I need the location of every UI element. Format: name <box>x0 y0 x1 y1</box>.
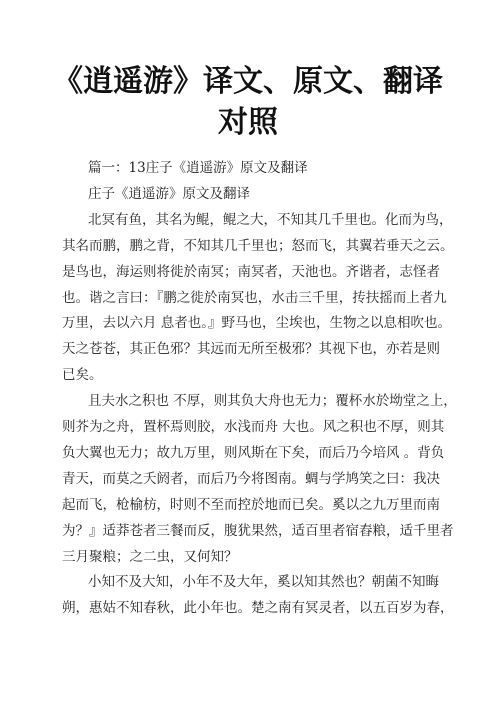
text-line: 是鸟也，海运则将徙於南冥；南冥者，天池也。齐谐者，志怪者 <box>62 263 440 280</box>
text-line: 庄子《逍遥游》原文及翻译 <box>88 185 250 202</box>
text-line: 天之苍苍，其正色邪？其远而无所至极邪？其视下也，亦若是则 <box>62 341 440 358</box>
text-line: 负大翼也无力；故九万里，则风斯在下矣，而后乃今培风 。背负 <box>62 444 445 461</box>
text-line: 朔，惠姑不知春秋，此小年也。楚之南有冥灵者，以五百岁为春， <box>62 600 454 617</box>
text-line: 北冥有鱼，其名为鲲，鲲之大，不知其几千里也。化而为鸟， <box>88 211 453 228</box>
text-line: 起而飞，枪榆枋，时则不至而控於地而已矣。奚以之九万里而南 <box>62 496 440 513</box>
text-line: 则芥为之舟，置杯焉则胶，水浅而舟 大也。风之积也不厚，则其 <box>62 419 445 435</box>
text-line: 其名而鹏，鹏之背，不知其几千里也；怒而飞，其翼若垂天之云。 <box>62 237 454 254</box>
text-line: 小知不及大知，小年不及大年，奚以知其然也？朝菌不知晦 <box>88 574 439 591</box>
document-title-line-2: 对照 <box>218 105 278 140</box>
text-line: 且夫水之积也 不厚，则其负大舟也无力；覆杯水於坳堂之上， <box>88 393 457 410</box>
text-line: 篇一：13庄子《逍遥游》原文及翻译 <box>88 160 308 176</box>
text-line: 三月聚粮；之二虫，又何知？ <box>62 548 238 565</box>
text-line: 也。谐之言曰：『鹏之徙於南冥也，水击三千里，抟扶摇而上者九 <box>62 289 447 306</box>
text-line: 为？』适莽苍者三餐而反，腹犹果然，适百里者宿舂粮，适千里者 <box>62 522 454 539</box>
text-line: 青天，而莫之夭阏者，而后乃今将图南。蜩与学鸠笑之曰：我决 <box>62 470 440 487</box>
text-line: 万里，去以六月 息者也。』野马也，尘埃也，生物之以息相吹也。 <box>62 315 452 332</box>
text-line: 已矣。 <box>62 367 103 384</box>
document-title-line-1: 《逍遥游》译文、原文、翻译 <box>53 64 443 99</box>
